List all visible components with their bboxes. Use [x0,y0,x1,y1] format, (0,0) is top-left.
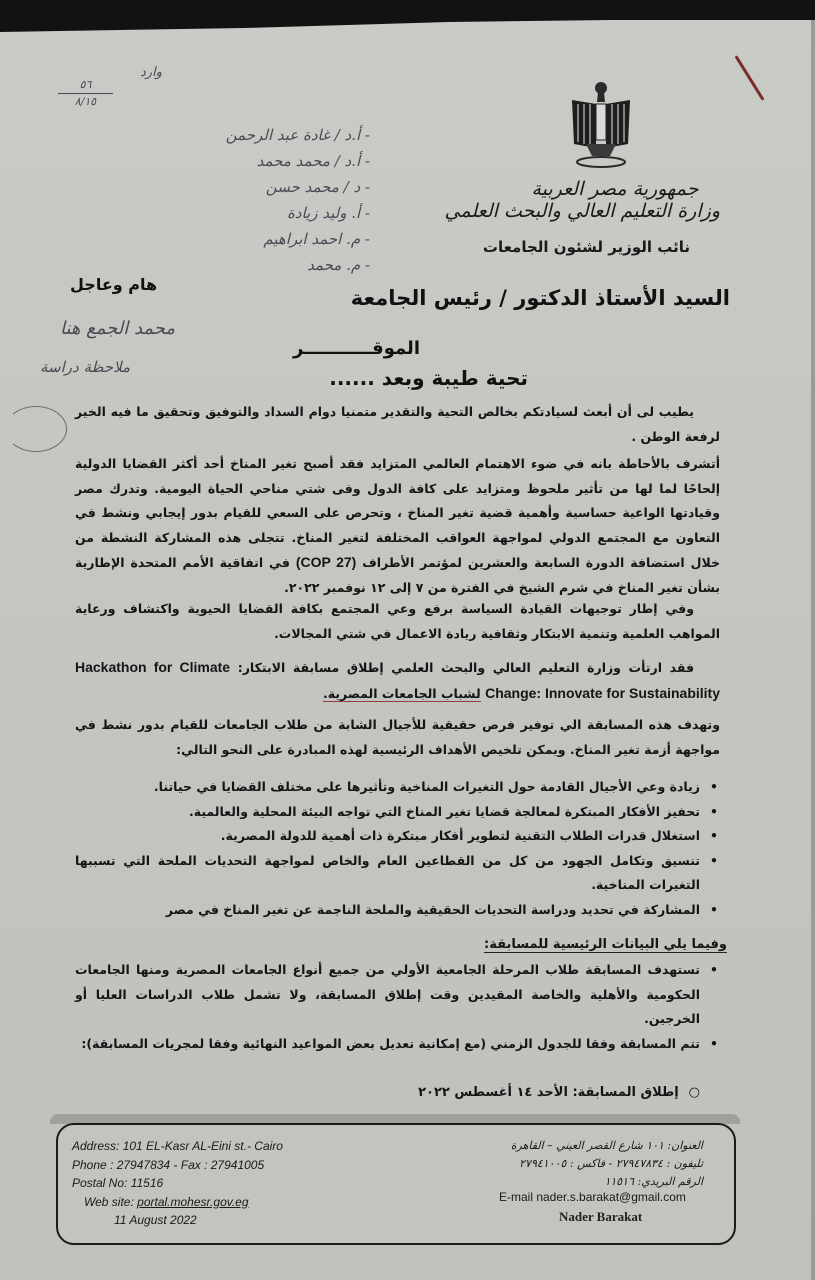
addressee: السيد الأستاذ الدكتور / رئيس الجامعة [350,286,730,310]
circle-bullet-icon: ○ [688,1085,700,1100]
footer-english [72,1137,283,1230]
footer-email[interactable]: E-mail nader.s.barakat@gmail.com [499,1190,686,1204]
footer-website-link[interactable]: portal.mohesr.gov.eg [137,1194,249,1209]
goal-item: • استغلال قدرات الطلاب التقنية لتطوير أفكار مبتكرة ذات أهمية للدولة المصرية. [75,824,700,849]
paragraph-opening: يطيب لى أن أبعث لسيادتكم بخالص التحية والتقدير متمنيا دوام السداد والتوفيق وتحقيق ما فيه الخير لرفعة الوطن . [75,404,720,444]
fact-item: • تتم المسابقة وفقا للجدول الزمني (مع إمكانية تعديل بعض المواعيد النهائية وفقا لمجريات المسابقة): [75,1032,700,1057]
goal-item: • زيادة وعي الأجيال القادمة حول التغيرات المناخية وتأثيرها على مختلف القضايا في حياتنا. [75,775,700,800]
distribution-item: - م. احمد ابراهيم [263,230,370,248]
distribution-item: - م. محمد [307,256,370,274]
distribution-item: - أ.د / غادة عبد الرحمن [225,126,370,144]
egypt-eagle-emblem-icon [568,78,634,170]
respected-title: الموقـــــــــــر [293,338,420,359]
goal-item: • تحفيز الأفكار المبتكرة لمعالجة قضايا تغير المناخ التي تواجه البيئة المحلية والعالمية. [75,800,700,825]
paragraph-objectives-intro: وتهدف هذه المسابقة الي توفير فرص حقيقية للأجيال الشابة من طلاب الجامعات للقيام بدور نشط في مواجهة أزمة تغير المناخ. ويمكن تلخيص الأهداف الرئيسية لهذه المبادرة على النحو التالي: [75,717,720,757]
paragraph-text: في اتفاقية الأمم المتحدة الإطارية بشأن تغير المناخ في شرم الشيخ في الفترة من ٧ إلى ١٢ نوفمبر ٢٠٢٢. [75,555,720,595]
reference-top: ٥٦ [79,78,92,91]
hackathon-title: Hackathon for Climate Change: Innovate for Sustainability [75,659,720,701]
paragraph-hackathon-launch [75,655,720,706]
signatory-name: Nader Barakat [559,1209,643,1224]
footer-website-label: Web site: [84,1194,138,1209]
fact-item: • تستهدف المسابقة طلاب المرحلة الجامعية الأولي من جميع أنواع الجامعات المصرية ومنها الجامعات الحكومية والأهلية والخاصة المقيدين وقت إطلاق المسابقة، ولا تشمل طلاب الدراسات العليا أو الخرجين. [75,958,700,1032]
paragraph-text: فقد ارتأت وزارة التعليم العالي والبحث العلمي إطلاق مسابقة الابتكار: [237,660,694,675]
urgent-marking: هام وعاجل [70,275,158,294]
distribution-item: - د / محمد حسن [265,178,370,196]
handwritten-distribution-list [130,122,370,278]
goal-item: • تنسيق وتكامل الجهود من كل من القطاعين العام والخاص لمواجهة التحديات الملحة التي تسببها التغيرات المناخية. [75,849,700,898]
distribution-item: - أ.د / محمد محمد [256,152,370,170]
distribution-item: - أ. وليد زيادة [286,204,370,222]
goal-item: • المشاركة في تحديد ودراسة التحديات الحقيقية والملحة الناجمة عن تغير المناخ في مصر [75,898,700,923]
letterhead-country: جمهورية مصر العربية [531,178,699,200]
footer-address-ar: العنوان: ١٠١ شارع القصر العيني – القاهرة [510,1139,703,1152]
footer-phone: Phone : 27947834 - Fax : 27941005 [72,1157,265,1172]
footer-arabic [511,1137,703,1191]
fraction-bar [58,93,113,94]
handwritten-reference [58,78,113,109]
paragraph-leadership-directives: وفي إطار توجيهات القيادة السياسة برفع وعي المجتمع بكافة القضايا الحيوية واكتشاف ورعاية المواهب العلمية وتنمية الابتكار وثقافية ريادة الاعمال في شتي المجالات. [75,601,720,641]
footer-postal: Postal No: 11516 [72,1176,164,1190]
facts-list [75,958,720,1056]
footer-address: Address: 101 EL-Kasr AL-Eini st.- Cairo [72,1139,283,1153]
footer-postal-ar: الرقم البريدي: ١١٥١٦ [604,1175,703,1188]
cop27-label: (COP 27) [295,554,357,570]
schedule-item [418,1085,700,1100]
handwritten-note: ملاحظة دراسة [40,358,131,376]
footer-date: 11 August 2022 [114,1213,197,1227]
footer-website-row [72,1193,283,1212]
handwritten-note: محمد الجمع هنا [60,318,176,339]
facts-heading: وفيما يلي البيانات الرئيسية للمسابقة: [484,937,727,952]
page-edge [811,20,815,1280]
handwritten-received-label: وارد [140,65,162,80]
paragraph-text: أتشرف بالأحاطة بانه في ضوء الاهتمام العالمي المتزايد فقد أصبح تغير المناخ أحد أكثر القضايا الدولية إلحاحًا لما لها من تأثير ملحوظ ومتزايد على كافة الدول وفى شتي مناحي الحياة اليومية. وتدرك مصر وقيادتها الواعية حساسية وأهمية قضية تغير المناخ ، وتحرص على السعي للقيام بدور إيجابي ونشط في التعاون مع المجتمع الدولي لمواجهة العواقب المختلفة لتغير المناخ. تتجلى هذه المشاركة النشطة من خلال استضافة الدورة السابعة والعشرين لمؤتمر الأطراف [75,456,720,570]
letterhead-ministry: وزارة التعليم العالي والبحث العلمي [444,200,720,222]
reference-bottom: ٨/١٥ [74,95,97,108]
greeting: تحية طيبة وبعد ...... [329,366,528,390]
schedule-item-text: إطلاق المسابقة: الأحد ١٤ أغسطس ٢٠٢٢ [418,1085,679,1100]
paragraph-text-underlined: لشباب الجامعات المصرية. [323,685,481,701]
letterhead-office: نائب الوزير لشئون الجامعات [482,238,690,256]
paragraph-climate-context [75,452,720,600]
handwritten-scribble [5,406,67,452]
footer-phone-ar: تليفون : ٢٧٩٤٧٨٣٤ - فاكس : ٢٧٩٤١٠٠٥ [519,1157,703,1170]
goals-list [75,775,720,922]
